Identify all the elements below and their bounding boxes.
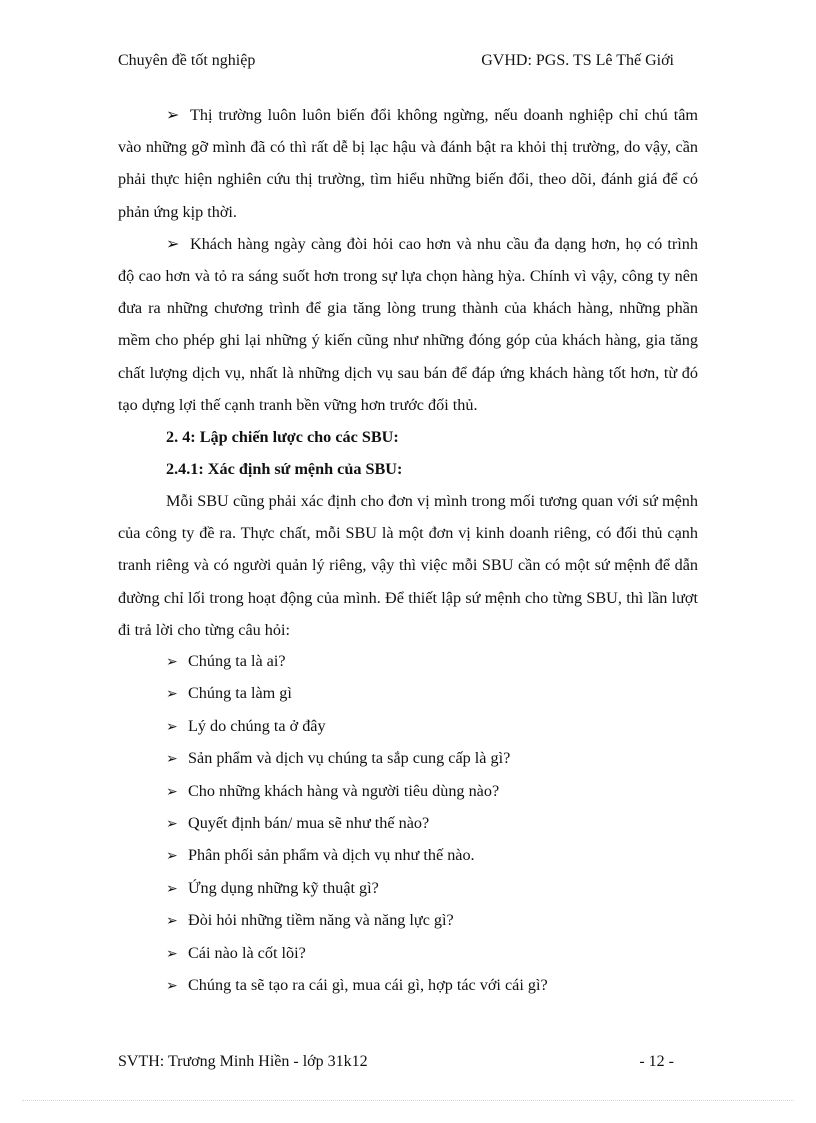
list-item: ➢ Cái nào là cốt lõi? bbox=[118, 938, 698, 970]
arrow-bullet-icon: ➢ bbox=[166, 106, 180, 124]
page-header bbox=[118, 52, 674, 74]
document-body bbox=[118, 99, 698, 1003]
paragraph-market bbox=[118, 99, 698, 228]
page-bottom-border bbox=[22, 1100, 794, 1101]
question-list bbox=[118, 646, 698, 1002]
arrow-bullet-icon: ➢ bbox=[166, 234, 180, 253]
section-heading: 2. 4: Lập chiến lược cho các SBU: bbox=[166, 428, 399, 447]
header-title: Chuyên đề tốt nghiệp bbox=[118, 52, 256, 69]
arrow-bullet-icon: ➢ bbox=[166, 946, 178, 962]
arrow-bullet-icon: ➢ bbox=[166, 979, 178, 995]
arrow-bullet-icon: ➢ bbox=[166, 719, 178, 735]
arrow-bullet-icon: ➢ bbox=[166, 655, 178, 671]
arrow-bullet-icon: ➢ bbox=[166, 687, 178, 703]
arrow-bullet-icon: ➢ bbox=[166, 881, 178, 897]
list-item: ➢ Chúng ta làm gì bbox=[118, 678, 698, 710]
list-item: ➢ Chúng ta là ai? bbox=[118, 646, 698, 678]
paragraph-text: Thị trường luôn luôn biến đổi không ngừng, nếu doanh nghiệp chỉ chú tâm vào những gỡ mình đã có thì rất dễ bị lạc hậu và đánh bật ra khỏi thị trường, do vậy, cần phải thực hiện nghiên cứu thị trường, tìm hiểu những biến đổi, theo dõi, đánh giá để có phản ứng kịp thời. bbox=[118, 106, 698, 221]
list-item: ➢ Cho những khách hàng và người tiêu dùng nào? bbox=[118, 776, 698, 808]
paragraph-text: Khách hàng ngày càng đòi hỏi cao hơn và nhu cầu đa dạng hơn, họ có trình độ cao hơn và tỏ ra sáng suốt hơn trong sự lựa chọn hàng hỳa. Chính vì vậy, công ty nên đưa ra những chương trình để gia tăng lòng trung thành của khách hàng, những phần mềm cho phép ghi lại những ý kiến cũng như những đóng góp của khách hàng, gia tăng chất lượng dịch vụ, nhất là những dịch vụ sau bán để đáp ứng khách hàng tốt hơn, từ đó tạo dựng lợi thế cạnh tranh bền vững hơn trước đối thủ. bbox=[118, 234, 698, 414]
list-item: ➢ Lý do chúng ta ở đây bbox=[118, 711, 698, 743]
list-item: ➢ Sản phẩm và dịch vụ chúng ta sắp cung cấp là gì? bbox=[118, 743, 698, 775]
header-advisor: GVHD: PGS. TS Lê Thế Giới bbox=[481, 52, 674, 69]
footer-author: SVTH: Trương Minh Hiền - lớp 31k12 bbox=[118, 1053, 368, 1070]
page-number: - 12 - bbox=[639, 1053, 674, 1070]
arrow-bullet-icon: ➢ bbox=[166, 914, 178, 930]
arrow-bullet-icon: ➢ bbox=[166, 849, 178, 865]
list-item: ➢ Đòi hỏi những tiềm năng và năng lực gì? bbox=[118, 905, 698, 937]
list-item: ➢ Quyết định bán/ mua sẽ như thế nào? bbox=[118, 808, 698, 840]
arrow-bullet-icon: ➢ bbox=[166, 784, 178, 800]
arrow-bullet-icon: ➢ bbox=[166, 752, 178, 768]
page-footer bbox=[118, 1053, 674, 1075]
paragraph-sbu-mission: Mỗi SBU cũng phải xác định cho đơn vị mình trong mối tương quan với sứ mệnh của công ty đề ra. Thực chất, mỗi SBU là một đơn vị kinh doanh riêng, có đối thủ cạnh tranh riêng và có người quản lý riêng, vậy thì việc mỗi SBU cần có một sứ mệnh để dẫn đường chỉ lối trong hoạt động của mình. Để thiết lập sứ mệnh cho từng SBU, thì lần lượt đi trả lời cho từng câu hỏi: bbox=[118, 492, 698, 639]
arrow-bullet-icon: ➢ bbox=[166, 817, 178, 833]
list-item: ➢ Chúng ta sẽ tạo ra cái gì, mua cái gì, hợp tác với cái gì? bbox=[118, 970, 698, 1002]
subsection-heading: 2.4.1: Xác định sứ mệnh của SBU: bbox=[166, 460, 403, 479]
list-item: ➢ Ứng dụng những kỹ thuật gì? bbox=[118, 873, 698, 905]
list-item: ➢ Phân phối sản phẩm và dịch vụ như thế nào. bbox=[118, 840, 698, 872]
paragraph-customers bbox=[118, 228, 698, 421]
